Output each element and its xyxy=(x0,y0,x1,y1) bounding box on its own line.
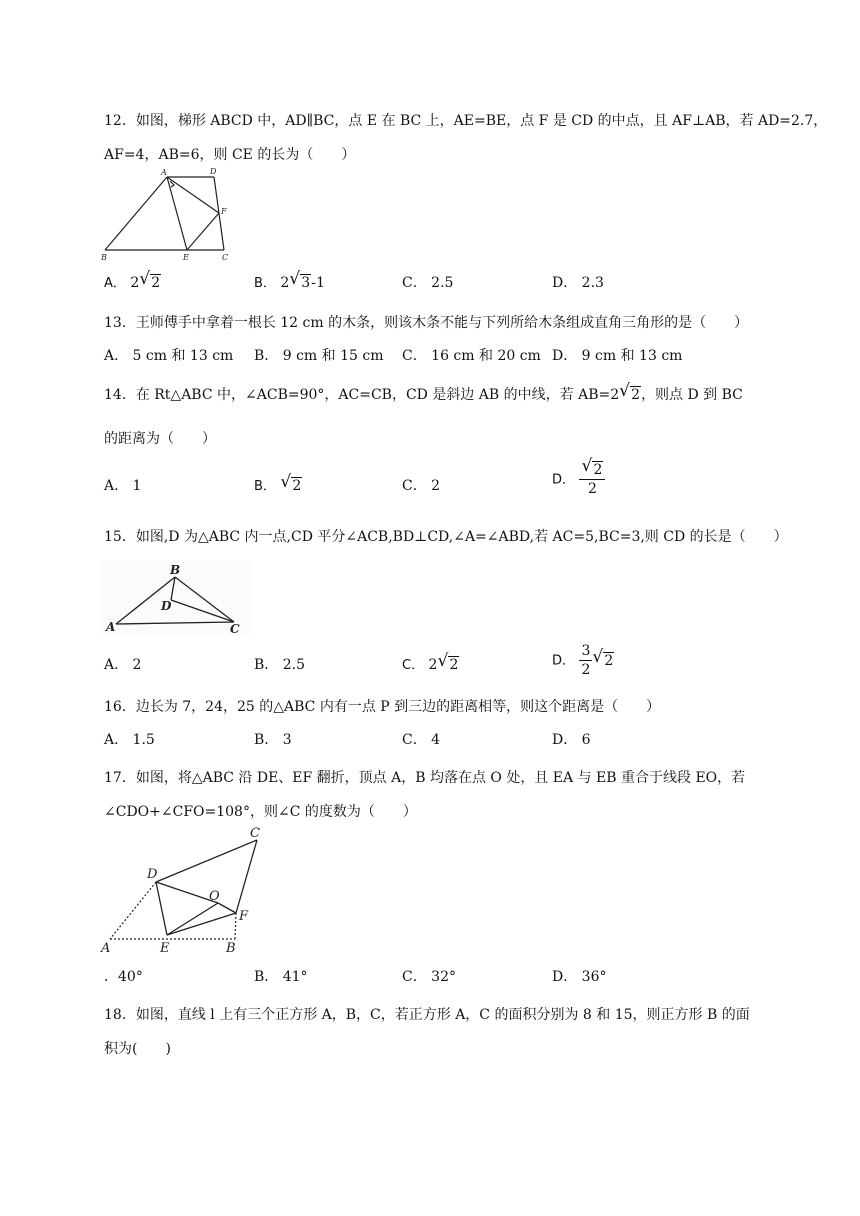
fig12-label-e: E xyxy=(183,253,189,262)
question-12-text-line-2: AF=4，AB=6，则 CE 的长为（ ） xyxy=(104,147,356,163)
q16-option-c[interactable]: C． 4 xyxy=(402,732,441,748)
q12-option-b[interactable]: B． 2 √ 3-1 xyxy=(254,268,325,299)
q17-option-d[interactable]: D． 36° xyxy=(552,969,607,985)
q17-option-b[interactable]: B． 41° xyxy=(254,969,308,985)
sqrt-symbol: √ 2 xyxy=(139,269,161,291)
q13-option-d[interactable]: D． 9 cm 和 13 cm xyxy=(552,348,683,364)
q14-option-a[interactable]: A． 1 xyxy=(104,478,142,494)
q14-option-b[interactable]: B． √ 2 xyxy=(254,471,302,502)
q13-option-c[interactable]: C． 16 cm 和 20 cm xyxy=(402,348,541,364)
fig17-label-o: O xyxy=(209,889,220,904)
fig12-label-a: A xyxy=(161,168,167,177)
question-17-text-line-1: 17．如图，将△ABC 沿 DE、EF 翻折，顶点 A，B 均落在点 O 处，且 EA 与 EB 重合于线段 EO，若 xyxy=(104,770,746,786)
q14-option-d[interactable]: D． √ 2 2 xyxy=(552,461,605,498)
fig12-segment-ef xyxy=(187,213,219,250)
fig15-label-b: B xyxy=(170,563,181,577)
question-13-options xyxy=(104,341,764,371)
fig17-dotted-da xyxy=(110,882,156,939)
sqrt-symbol: √ 2 xyxy=(619,381,641,403)
fig17-label-e: E xyxy=(160,941,170,956)
q15-option-b[interactable]: B． 2.5 xyxy=(254,657,306,673)
fig12-label-f: F xyxy=(221,207,227,216)
question-17-figure xyxy=(98,824,274,960)
fig12-label-b: B xyxy=(101,253,107,262)
q17-option-a[interactable]: ．40° xyxy=(104,969,143,985)
question-16-options xyxy=(104,725,764,755)
question-15 xyxy=(104,520,788,554)
fig17-segment-of xyxy=(218,903,236,913)
sqrt-symbol: √ 2 xyxy=(280,472,302,494)
q17-option-c[interactable]: C． 32° xyxy=(402,969,456,985)
fig17-segment-eo xyxy=(167,903,218,935)
q15-option-a[interactable]: A． 2 xyxy=(104,657,142,673)
fig17-label-a: A xyxy=(101,941,111,956)
question-18-text-line-1: 18．如图，直线 l 上有三个正方形 A，B，C，若正方形 A，C 的面积分别为 8 和 15，则正方形 B 的面 xyxy=(104,1007,750,1023)
question-15-text-line-1: 15．如图,D 为△ABC 内一点,CD 平分∠ACB,BD⊥CD,∠A=∠ABD,若 AC=5,BC=3,则 CD 的长是（ ） xyxy=(104,529,788,545)
q16-option-b[interactable]: B． 3 xyxy=(254,732,292,748)
q16-option-d[interactable]: D． 6 xyxy=(552,732,591,748)
question-12-text-line-1: 12．如图，梯形 ABCD 中，AD∥BC，点 E 在 BC 上，AE=BE，点 F 是 CD 的中点，且 AF⊥AB，若 AD=2.7， xyxy=(104,113,828,129)
q16-option-a[interactable]: A． 1.5 xyxy=(104,732,155,748)
fraction: √ 2 2 xyxy=(579,461,605,498)
q12-option-d[interactable]: D． 2.3 xyxy=(552,275,604,291)
question-14-text-line-1: 14．在 Rt△ABC 中，∠ACB=90°，AC=CB，CD 是斜边 AB 的中线，若 AB=2 √ 2，则点 D 到 BC xyxy=(104,378,764,412)
fig17-segment-ef xyxy=(167,913,236,935)
question-15-figure xyxy=(100,560,252,636)
question-17-text-line-2: ∠CDO+∠CFO=108°，则∠C 的度数为（ ） xyxy=(104,804,417,820)
sqrt-symbol: √ 2 xyxy=(437,651,459,673)
fig17-dotted-fb xyxy=(235,913,236,939)
question-15-options xyxy=(104,643,764,680)
q15-option-c[interactable]: C． 2 √ 2 xyxy=(402,650,459,681)
fraction: $\frac{3}{2}$ xyxy=(581,643,591,678)
fig12-segment-ae xyxy=(167,177,187,250)
fig17-label-d: D xyxy=(147,867,158,882)
fig17-label-f: F xyxy=(239,909,249,924)
question-12-options xyxy=(104,268,764,298)
fig17-segment-dc xyxy=(156,840,257,882)
fig17-segment-de xyxy=(156,882,167,935)
question-18 xyxy=(104,998,764,1066)
question-17 xyxy=(104,761,764,829)
fig17-label-c: C xyxy=(250,826,260,841)
question-14 xyxy=(104,378,764,456)
fig12-label-d: D xyxy=(210,167,217,176)
q13-option-b[interactable]: B． 9 cm 和 15 cm xyxy=(254,348,384,364)
sqrt-symbol: √ 2 xyxy=(592,646,614,669)
q14-option-c[interactable]: C． 2 xyxy=(402,478,441,494)
fig12-segment-ab xyxy=(105,177,167,250)
fig12-label-c: C xyxy=(222,253,229,262)
question-14-text-line-2: 的距离为（ ） xyxy=(104,431,216,447)
fig15-label-a: A xyxy=(106,620,116,634)
question-17-options xyxy=(104,962,764,992)
q15-option-d[interactable]: D． $\frac{3}{2}$ √ 2 xyxy=(552,643,614,678)
fig17-label-b: B xyxy=(226,941,236,956)
question-12-figure xyxy=(100,166,240,262)
q12-option-c[interactable]: C． 2.5 xyxy=(402,275,454,291)
question-13-text-line-1: 13．王师傅手中拿着一根长 12 cm 的木条，则该木条不能与下列所给木条组成直角三角形的是（ ） xyxy=(104,315,749,331)
sqrt-symbol: √ 3 xyxy=(289,269,311,291)
question-16-text-line-1: 16．边长为 7，24，25 的△ABC 内有一点 P 到三边的距离相等，则这个距离是（ ） xyxy=(104,699,661,715)
fig15-label-c: C xyxy=(230,622,240,636)
fig15-label-d: D xyxy=(161,599,172,613)
question-13 xyxy=(104,306,764,340)
q13-option-a[interactable]: A． 5 cm 和 13 cm xyxy=(104,348,234,364)
fig17-segment-cf xyxy=(236,840,257,913)
question-18-text-line-2: 积为( ) xyxy=(104,1041,171,1057)
q12-option-a[interactable]: A． 2 √ 2 xyxy=(104,268,161,299)
question-14-options xyxy=(104,456,764,501)
question-16 xyxy=(104,690,764,724)
question-12 xyxy=(104,104,828,172)
